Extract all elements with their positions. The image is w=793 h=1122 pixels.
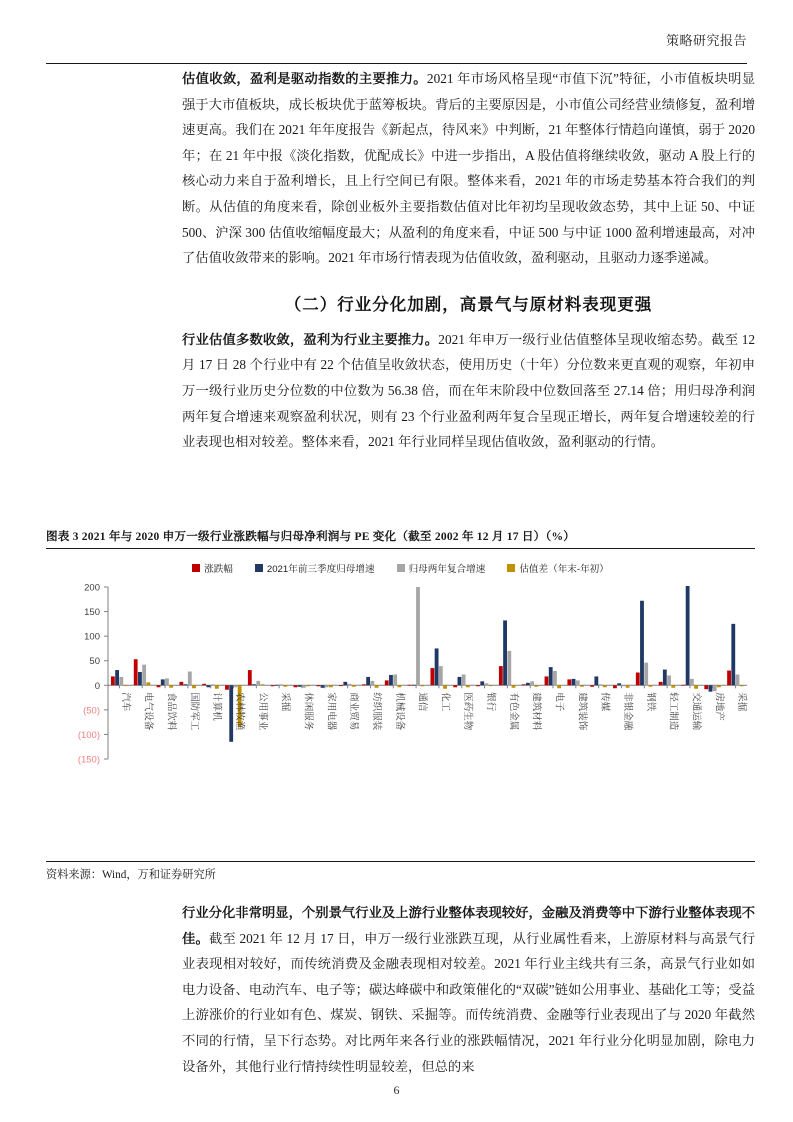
figure-3 [46, 528, 755, 882]
bar-27-3 [740, 685, 744, 686]
section-heading: （二）行业分化加剧，高景气与原材料表现更强 [284, 294, 653, 314]
x-axis-category-label: 商业贸易 [348, 692, 360, 731]
bar-1-3 [146, 682, 150, 685]
bar-1-0 [134, 659, 138, 685]
chart-area [46, 557, 755, 857]
bar-26-2 [713, 685, 717, 691]
bar-23-2 [644, 663, 648, 686]
bar-4-3 [215, 685, 219, 688]
bar-3-1 [184, 684, 188, 685]
x-axis-category-label: 电气设备 [142, 692, 154, 731]
bar-16-0 [476, 685, 480, 686]
legend-label: 估值差（年末-年初） [519, 564, 609, 575]
figure-caption-divider [46, 548, 755, 549]
legend-label: 涨跌幅 [204, 564, 233, 575]
bar-8-3 [306, 685, 310, 686]
bar-25-0 [682, 685, 686, 686]
y-axis-label: (150) [77, 754, 100, 766]
legend-swatch-icon [507, 564, 515, 572]
x-axis-category-label: 建筑装饰 [576, 692, 588, 731]
bar-9-3 [329, 685, 333, 687]
x-axis-category-label: 计算机 [211, 692, 223, 721]
bar-8-2 [302, 685, 306, 687]
y-axis-label: 0 [94, 680, 100, 692]
bar-17-3 [512, 685, 516, 687]
bar-13-0 [408, 685, 412, 686]
bar-2-3 [169, 685, 173, 687]
bar-10-0 [339, 685, 343, 686]
bar-21-2 [599, 684, 603, 685]
x-axis-category-label: 汽车 [119, 692, 131, 712]
legend-swatch-icon [255, 564, 263, 572]
bar-10-1 [343, 682, 347, 685]
bar-7-1 [275, 685, 279, 686]
legend-item-1 [255, 561, 375, 575]
bar-12-2 [393, 674, 397, 685]
bar-6-1 [252, 684, 256, 685]
figure-caption: 图表 3 2021 年与 2020 申万一级行业涨跌幅与归母净利润与 PE 变化（截至 2002 年 12 月 17 日）（%） [46, 530, 576, 543]
bar-18-2 [530, 681, 534, 685]
bar-17-0 [499, 666, 503, 685]
bar-15-1 [458, 677, 462, 685]
bar-22-3 [626, 685, 630, 687]
x-axis-category-label: 房地产 [713, 692, 725, 721]
x-axis-category-label: 传媒 [599, 692, 611, 712]
document-content [182, 66, 755, 455]
bar-18-0 [522, 684, 526, 685]
paragraph-3 [182, 900, 755, 1079]
bar-21-0 [590, 685, 594, 686]
bar-8-0 [294, 685, 298, 687]
bar-0-1 [115, 670, 119, 685]
bar-25-1 [686, 586, 690, 685]
bar-18-3 [534, 685, 538, 686]
bar-0-0 [111, 676, 115, 685]
x-axis-category-label: 医药生物 [462, 692, 474, 731]
paragraph-2 [182, 327, 755, 455]
bar-5-0 [225, 685, 229, 689]
bar-12-3 [397, 685, 401, 687]
bar-0-2 [119, 677, 123, 685]
bar-21-3 [603, 685, 607, 687]
bar-16-2 [485, 683, 489, 685]
bar-25-3 [694, 685, 698, 688]
x-axis-category-label: 电子 [553, 692, 565, 712]
bar-9-0 [316, 685, 320, 686]
x-axis-category-label: 农林牧渔 [234, 692, 246, 731]
document-content-lower [182, 900, 755, 1079]
bar-19-1 [549, 667, 553, 685]
bar-27-2 [736, 674, 740, 685]
y-axis-label: 50 [89, 656, 100, 668]
bar-26-0 [704, 685, 708, 689]
y-axis-label: 100 [84, 631, 100, 643]
bar-15-3 [466, 685, 470, 687]
bar-4-2 [211, 684, 215, 685]
bar-20-1 [572, 679, 576, 685]
x-axis-category-label: 家用电器 [325, 692, 337, 731]
bar-4-1 [206, 685, 210, 687]
bar-26-3 [717, 685, 721, 687]
figure-source: 资料来源：Wind，万和证券研究所 [46, 869, 216, 881]
bar-7-3 [283, 685, 287, 686]
bar-12-0 [385, 680, 389, 685]
bar-21-1 [594, 676, 598, 685]
bar-15-0 [453, 685, 457, 687]
bar-4-0 [202, 684, 206, 685]
bar-24-3 [671, 685, 675, 687]
legend-swatch-icon [397, 564, 405, 572]
y-axis-label: (50) [83, 705, 100, 717]
bar-19-3 [557, 685, 561, 688]
page-number: 6 [393, 1083, 400, 1097]
bar-6-3 [261, 684, 265, 685]
bar-13-2 [416, 587, 420, 685]
bar-25-2 [690, 679, 694, 685]
bar-0-3 [124, 685, 128, 686]
bar-19-2 [553, 671, 557, 685]
bar-1-1 [138, 672, 142, 685]
bar-13-3 [420, 685, 424, 686]
bar-19-0 [545, 676, 549, 685]
bar-14-3 [443, 685, 447, 688]
bar-chart-svg [46, 579, 755, 851]
bar-9-1 [321, 685, 325, 687]
x-axis-category-label: 钢铁 [644, 692, 656, 712]
bar-27-0 [727, 671, 731, 686]
x-axis-category-label: 食品饮料 [165, 692, 177, 731]
bar-12-1 [389, 675, 393, 685]
bar-5-2 [234, 685, 238, 687]
bar-11-2 [370, 681, 374, 685]
bar-22-2 [621, 685, 625, 686]
bar-23-3 [649, 685, 653, 686]
bar-11-0 [362, 684, 366, 685]
paragraph-2-text: 2021 年申万一级行业估值整体呈现收缩态势。截至 12 月 17 日 28 个行业中有 22 个估值呈收敛状态，使用历史（十年）分位数来更直观的观察，年初申万一级行业历史分位数的中位数为 56.38 倍，而在年末阶段中位数回落至 27.14 倍；用归母净利润两年复合增速来观察盈利状况，则有 23 个行业盈利两年复合呈现正增长，两年复合增速较差的行业表现也相对较差。整体来看，2021 年行业同样呈现估值收敛，盈利驱动的行情。 [182, 331, 755, 450]
bar-10-3 [352, 685, 356, 686]
legend-item-0 [192, 561, 233, 575]
y-axis-label: 150 [84, 607, 100, 619]
bar-3-2 [188, 672, 192, 686]
bar-18-1 [526, 683, 530, 685]
bar-20-0 [567, 679, 571, 685]
bar-14-1 [435, 648, 439, 685]
paragraph-1-text: 2021 年市场风格呈现“市值下沉”特征，小市值板块明显强于大市值板块，成长板块优于蓝筹板块。背后的主要原因是，小市值公司经营业绩修复，盈利增速更高。我们在 2021 年年度报告《新起点，待风来》中判断，21 年整体行情趋向谨慎，弱于 2020 年；在 21 年中报《淡化指数，优配成长》中进一步指出，A 股估值将继续收敛，驱动 A 股上行的核心动力来自于盈利增长，且上行空间已有限。整体来看，2021 年的市场走势基本符合我们的判断。从估值的角度来看，除创业板外主要指数估值对比年初均呈现收敛态势，其中上证 50、中证 500、沪深 300 估值收缩幅度最大；从盈利的角度来看，中证 500 与中证 1000 盈利增速最高，对冲了估值收敛带来的影响。2021 年市场行情表现为估值收敛，盈利驱动，且驱动力逐季递减。 [182, 71, 755, 266]
bar-26-1 [709, 685, 713, 691]
x-axis-category-label: 休闲服务 [302, 692, 314, 731]
x-axis-category-label: 国防军工 [188, 692, 200, 731]
paragraph-1 [182, 66, 755, 271]
legend-item-2 [397, 561, 486, 575]
chart-plot [46, 579, 755, 851]
report-header-title: 策略研究报告 [665, 33, 747, 48]
legend-swatch-icon [192, 564, 200, 572]
bar-22-1 [617, 683, 621, 685]
bar-17-2 [507, 651, 511, 685]
bar-17-1 [503, 620, 507, 685]
page-header [46, 30, 747, 64]
bar-20-2 [576, 680, 580, 685]
header-divider [46, 63, 747, 64]
bar-7-2 [279, 684, 283, 685]
bar-2-1 [161, 679, 165, 685]
bar-24-1 [663, 670, 667, 686]
x-axis-category-label: 机械设备 [393, 692, 405, 731]
paragraph-3-lead: 行业分化非常明显，个别景气行业及上游行业整体表现较好，金融及消费等中下游行业整体表现不佳。 [182, 905, 755, 946]
bar-9-2 [325, 685, 329, 687]
x-axis-category-label: 采掘 [279, 692, 291, 712]
bar-23-0 [636, 673, 640, 686]
x-axis-category-label: 通信 [416, 692, 428, 712]
bar-5-1 [229, 685, 233, 742]
bar-16-3 [489, 685, 493, 686]
x-axis-category-label: 公用事业 [256, 692, 268, 731]
bar-13-1 [412, 685, 416, 686]
bar-11-1 [366, 677, 370, 685]
bar-3-3 [192, 685, 196, 688]
bar-6-0 [248, 670, 252, 685]
bar-3-0 [179, 682, 183, 685]
bar-27-1 [731, 624, 735, 685]
bar-15-2 [462, 674, 466, 685]
x-axis-category-label: 轻工制造 [667, 692, 679, 731]
paragraph-3-text: 截至 2021 年 12 月 17 日，申万一级行业涨跌互现，从行业属性看来，上游原材料与高景气行业表现相对较好，而传统消费及金融表现相对较差。2021 年行业主线共有三条，高景气行业如如电力设备、电动汽车、电子等；碳达峰碳中和政策催化的“双碳”链如公用事业、基础化工等；受益上游涨价的行业如有色、煤炭、钢铁、采掘等。而传统消费、金融等行业表现出了与 2020 年截然不同的行情，呈下行态势。对比两年来各行业的涨跌幅情况，2021 年行业分化明显加剧，除电力设备外，其他行业行情持续性明显较差，但总的来 [182, 930, 755, 1074]
paragraph-1-lead: 估值收敛，盈利是驱动指数的主要推力。 [182, 71, 427, 86]
bar-22-0 [613, 685, 617, 688]
bar-14-2 [439, 666, 443, 685]
x-axis-category-label: 化工 [439, 692, 451, 712]
x-axis-category-label: 交通运输 [690, 692, 702, 731]
y-axis-label: (100) [77, 729, 100, 741]
x-axis-category-label: 银行 [485, 692, 497, 712]
bar-14-0 [430, 668, 434, 685]
bar-24-0 [659, 682, 663, 685]
legend-item-3 [507, 561, 609, 575]
bar-8-1 [298, 685, 302, 686]
bar-11-3 [375, 685, 379, 687]
bar-16-1 [480, 681, 484, 685]
x-axis-category-label: 非银金融 [621, 692, 633, 731]
bar-2-0 [157, 685, 161, 687]
x-axis-category-label: 有色金属 [507, 692, 519, 731]
paragraph-2-lead: 行业估值多数收敛，盈利为行业主要推力。 [182, 331, 439, 347]
bar-6-2 [256, 681, 260, 685]
bar-24-2 [667, 675, 671, 685]
y-axis-label: 200 [84, 582, 100, 594]
bar-2-2 [165, 678, 169, 685]
bar-1-2 [142, 665, 146, 686]
chart-legend [46, 557, 755, 579]
x-axis-category-label: 纺织服装 [370, 692, 382, 731]
legend-label: 归母两年复合增速 [408, 564, 486, 575]
bar-10-2 [348, 684, 352, 685]
x-axis-category-label: 采掘 [736, 692, 748, 712]
bar-23-1 [640, 601, 644, 686]
bar-20-3 [580, 685, 584, 686]
legend-label: 2021年前三季度归母增速 [266, 564, 375, 575]
x-axis-category-label: 建筑材料 [530, 692, 542, 731]
bar-7-0 [271, 685, 275, 686]
